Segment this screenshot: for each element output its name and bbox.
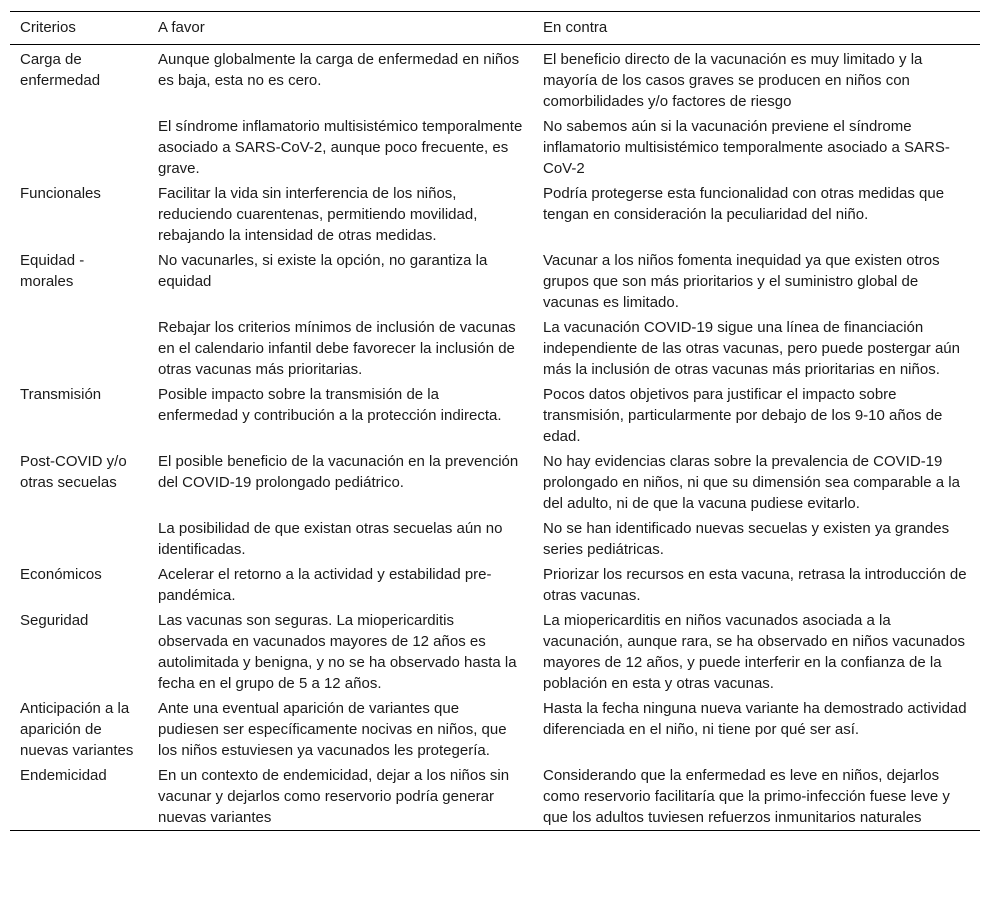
cell-criterio: Seguridad (20, 612, 89, 629)
cell-en-contra: No se han identificado nuevas secuelas y existen ya grandes series pediátricas. (543, 520, 950, 558)
table-row (10, 382, 980, 449)
cell-en-contra: Hasta la fecha ninguna nueva variante ha demostrado actividad diferenciada en el niño, ni tiene por qué ser así. (543, 700, 967, 738)
cell-a-favor: Posible impacto sobre la transmisión de la enfermedad y contribución a la protección indirecta. (158, 386, 502, 424)
table-row (10, 248, 980, 315)
table-row (10, 763, 980, 831)
cell-criterio: Endemicidad (20, 767, 107, 784)
cell-a-favor: Acelerar el retorno a la actividad y estabilidad pre-pandémica. (158, 566, 492, 604)
cell-en-contra: Podría protegerse esta funcionalidad con otras medidas que tengan en consideración la peculiaridad del niño. (543, 185, 945, 223)
cell-criterio (10, 315, 148, 382)
cell-a-favor: El posible beneficio de la vacunación en la prevención del COVID-19 prolongado pediátrico. (158, 453, 519, 491)
table-row (10, 608, 980, 696)
table-row (10, 45, 980, 115)
cell-a-favor: Las vacunas son seguras. La miopericarditis observada en vacunados mayores de 12 años es autolimitada y benigna, y no se ha observado hasta la fecha en el grupo de 5 a 12 años. (158, 612, 517, 692)
cell-en-contra: Considerando que la enfermedad es leve en niños, dejarlos como reservorio facilitaría que la primo-infección fuese leve y que los adultos tuviesen refuerzos inmunitarios naturales (543, 767, 950, 826)
table-row (10, 516, 980, 562)
cell-criterio: Funcionales (20, 185, 101, 202)
header-en-contra: En contra (543, 19, 608, 36)
table-header-row (10, 12, 980, 45)
cell-en-contra: La vacunación COVID-19 sigue una línea de financiación independiente de las otras vacunas, pero puede postergar aún más la inclusión de otras vacunas más prioritarias en niños. (543, 319, 960, 378)
cell-en-contra: No hay evidencias claras sobre la prevalencia de COVID-19 prolongado en niños, ni que su dimensión sea comparable a la del adulto, ni de que la vacuna pudiese evitarlo. (543, 453, 960, 512)
cell-en-contra: Vacunar a los niños fomenta inequidad ya que existen otros grupos que son más prioritarios y el suministro global de vacunas es limitado. (543, 252, 940, 311)
cell-criterio (10, 114, 148, 181)
cell-criterio: Económicos (20, 566, 102, 583)
cell-en-contra: Pocos datos objetivos para justificar el impacto sobre transmisión, particularmente por debajo de los 9-10 años de edad. (543, 386, 943, 445)
cell-en-contra: La miopericarditis en niños vacunados asociada a la vacunación, aunque rara, se ha observado en niños vacunados mayores de 12 años, y puede interferir en la confianza de la población en esta y otras vacunas. (543, 612, 965, 692)
cell-a-favor: Facilitar la vida sin interferencia de los niños, reduciendo cuarentenas, permitiendo movilidad, rebajando la intensidad de otras medidas. (158, 185, 478, 244)
header-a-favor: A favor (158, 19, 205, 36)
table-row (10, 114, 980, 181)
table-row (10, 315, 980, 382)
cell-a-favor: Ante una eventual aparición de variantes que pudiesen ser específicamente nocivas en niños, que los niños estuviesen ya vacunados les protegería. (158, 700, 507, 759)
cell-criterio: Transmisión (20, 386, 102, 403)
table-row (10, 181, 980, 248)
criteria-table (10, 11, 980, 831)
cell-criterio: Equidad - morales (20, 252, 85, 290)
cell-a-favor: No vacunarles, si existe la opción, no garantiza la equidad (158, 252, 488, 290)
cell-criterio: Anticipación a la aparición de nuevas variantes (20, 700, 134, 759)
cell-a-favor: Aunque globalmente la carga de enfermedad en niños es baja, esta no es cero. (158, 51, 520, 89)
cell-en-contra: El beneficio directo de la vacunación es muy limitado y la mayoría de los casos graves se producen en niños con comorbilidades y/o factores de riesgo (543, 51, 923, 110)
cell-a-favor: La posibilidad de que existan otras secuelas aún no identificadas. (158, 520, 503, 558)
header-criterios: Criterios (20, 19, 76, 36)
table-row (10, 696, 980, 763)
cell-en-contra: No sabemos aún si la vacunación previene el síndrome inflamatorio multisistémico temporalmente asociado a SARS-CoV-2 (543, 118, 950, 177)
cell-a-favor: El síndrome inflamatorio multisistémico temporalmente asociado a SARS-CoV-2, aunque poco frecuente, es grave. (158, 118, 523, 177)
cell-a-favor: En un contexto de endemicidad, dejar a los niños sin vacunar y dejarlos como reservorio podría generar nuevas variantes (158, 767, 510, 826)
cell-a-favor: Rebajar los criterios mínimos de inclusión de vacunas en el calendario infantil debe favorecer la inclusión de otras vacunas más prioritarias. (158, 319, 516, 378)
cell-criterio (10, 516, 148, 562)
table-row (10, 449, 980, 516)
table-row (10, 562, 980, 608)
cell-en-contra: Priorizar los recursos en esta vacuna, retrasa la introducción de otras vacunas. (543, 566, 967, 604)
cell-criterio: Post-COVID y/o otras secuelas (20, 453, 127, 491)
cell-criterio: Carga de enfermedad (20, 51, 101, 89)
